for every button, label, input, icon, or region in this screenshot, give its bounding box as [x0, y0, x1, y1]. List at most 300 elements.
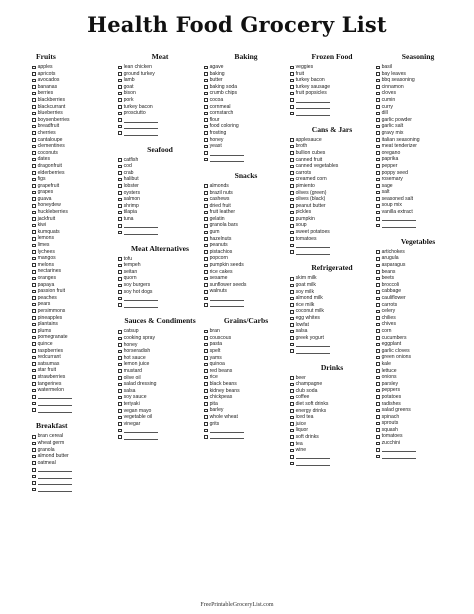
- checkbox[interactable]: [118, 264, 122, 268]
- checkbox[interactable]: [32, 184, 36, 188]
- checkbox[interactable]: [32, 356, 36, 360]
- checkbox[interactable]: [376, 92, 380, 96]
- checkbox[interactable]: [204, 112, 208, 116]
- checkbox[interactable]: [290, 462, 294, 466]
- checkbox[interactable]: [32, 402, 36, 406]
- checkbox[interactable]: [376, 310, 380, 314]
- checkbox[interactable]: [290, 191, 294, 195]
- checkbox[interactable]: [118, 303, 122, 307]
- checkbox[interactable]: [32, 145, 36, 149]
- checkbox[interactable]: [32, 230, 36, 234]
- checkbox[interactable]: [376, 151, 380, 155]
- checkbox[interactable]: [32, 250, 36, 254]
- checkbox[interactable]: [32, 336, 36, 340]
- checkbox[interactable]: [32, 197, 36, 201]
- checkbox[interactable]: [118, 330, 122, 334]
- blank-line[interactable]: [296, 250, 330, 255]
- checkbox[interactable]: [204, 382, 208, 386]
- checkbox[interactable]: [204, 297, 208, 301]
- checkbox[interactable]: [32, 375, 36, 379]
- checkbox[interactable]: [32, 283, 36, 287]
- checkbox[interactable]: [32, 408, 36, 412]
- checkbox[interactable]: [290, 449, 294, 453]
- checkbox[interactable]: [118, 158, 122, 162]
- checkbox[interactable]: [204, 211, 208, 215]
- checkbox[interactable]: [204, 79, 208, 83]
- checkbox[interactable]: [32, 151, 36, 155]
- checkbox[interactable]: [290, 231, 294, 235]
- blank-line[interactable]: [382, 216, 416, 221]
- checkbox[interactable]: [376, 211, 380, 215]
- blank-line[interactable]: [296, 243, 330, 248]
- checkbox[interactable]: [376, 145, 380, 149]
- blank-line[interactable]: [296, 111, 330, 116]
- checkbox[interactable]: [118, 270, 122, 274]
- checkbox[interactable]: [376, 362, 380, 366]
- checkbox[interactable]: [32, 79, 36, 83]
- checkbox[interactable]: [32, 349, 36, 353]
- checkbox[interactable]: [290, 250, 294, 254]
- checkbox[interactable]: [376, 217, 380, 221]
- checkbox[interactable]: [290, 184, 294, 188]
- checkbox[interactable]: [118, 198, 122, 202]
- checkbox[interactable]: [290, 435, 294, 439]
- blank-line[interactable]: [296, 454, 330, 459]
- checkbox[interactable]: [204, 244, 208, 248]
- checkbox[interactable]: [204, 356, 208, 360]
- checkbox[interactable]: [290, 383, 294, 387]
- checkbox[interactable]: [32, 277, 36, 281]
- checkbox[interactable]: [376, 422, 380, 426]
- checkbox[interactable]: [290, 92, 294, 96]
- checkbox[interactable]: [376, 349, 380, 353]
- blank-line[interactable]: [296, 104, 330, 109]
- checkbox[interactable]: [32, 316, 36, 320]
- checkbox[interactable]: [376, 85, 380, 89]
- checkbox[interactable]: [376, 336, 380, 340]
- checkbox[interactable]: [290, 422, 294, 426]
- checkbox[interactable]: [32, 66, 36, 70]
- checkbox[interactable]: [204, 376, 208, 380]
- checkbox[interactable]: [32, 164, 36, 168]
- checkbox[interactable]: [118, 409, 122, 413]
- checkbox[interactable]: [118, 284, 122, 288]
- checkbox[interactable]: [118, 383, 122, 387]
- checkbox[interactable]: [290, 171, 294, 175]
- checkbox[interactable]: [376, 409, 380, 413]
- checkbox[interactable]: [376, 72, 380, 76]
- checkbox[interactable]: [204, 105, 208, 109]
- checkbox[interactable]: [376, 303, 380, 307]
- checkbox[interactable]: [118, 79, 122, 83]
- blank-line[interactable]: [38, 467, 72, 472]
- checkbox[interactable]: [32, 488, 36, 492]
- blank-line[interactable]: [296, 98, 330, 103]
- checkbox[interactable]: [376, 191, 380, 195]
- checkbox[interactable]: [376, 402, 380, 406]
- checkbox[interactable]: [118, 363, 122, 367]
- checkbox[interactable]: [290, 409, 294, 413]
- checkbox[interactable]: [376, 356, 380, 360]
- checkbox[interactable]: [290, 330, 294, 334]
- checkbox[interactable]: [376, 66, 380, 70]
- checkbox[interactable]: [290, 336, 294, 340]
- checkbox[interactable]: [204, 191, 208, 195]
- checkbox[interactable]: [376, 98, 380, 102]
- checkbox[interactable]: [118, 396, 122, 400]
- checkbox[interactable]: [204, 237, 208, 241]
- checkbox[interactable]: [204, 85, 208, 89]
- checkbox[interactable]: [32, 389, 36, 393]
- checkbox[interactable]: [204, 131, 208, 135]
- checkbox[interactable]: [290, 224, 294, 228]
- blank-line[interactable]: [124, 131, 158, 136]
- checkbox[interactable]: [290, 429, 294, 433]
- checkbox[interactable]: [290, 138, 294, 142]
- checkbox[interactable]: [290, 204, 294, 208]
- checkbox[interactable]: [32, 481, 36, 485]
- blank-line[interactable]: [296, 461, 330, 466]
- checkbox[interactable]: [290, 79, 294, 83]
- checkbox[interactable]: [32, 125, 36, 129]
- blank-line[interactable]: [38, 474, 72, 479]
- checkbox[interactable]: [118, 171, 122, 175]
- checkbox[interactable]: [204, 257, 208, 261]
- checkbox[interactable]: [204, 303, 208, 307]
- checkbox[interactable]: [290, 98, 294, 102]
- checkbox[interactable]: [290, 349, 294, 353]
- blank-line[interactable]: [124, 428, 158, 433]
- checkbox[interactable]: [204, 138, 208, 142]
- checkbox[interactable]: [376, 79, 380, 83]
- checkbox[interactable]: [118, 290, 122, 294]
- blank-line[interactable]: [124, 435, 158, 440]
- checkbox[interactable]: [204, 184, 208, 188]
- checkbox[interactable]: [290, 455, 294, 459]
- blank-line[interactable]: [124, 124, 158, 129]
- checkbox[interactable]: [376, 105, 380, 109]
- checkbox[interactable]: [118, 131, 122, 135]
- checkbox[interactable]: [204, 330, 208, 334]
- checkbox[interactable]: [32, 362, 36, 366]
- checkbox[interactable]: [204, 198, 208, 202]
- checkbox[interactable]: [32, 257, 36, 261]
- checkbox[interactable]: [376, 277, 380, 281]
- checkbox[interactable]: [32, 263, 36, 267]
- checkbox[interactable]: [290, 389, 294, 393]
- checkbox[interactable]: [290, 151, 294, 155]
- checkbox[interactable]: [204, 98, 208, 102]
- checkbox[interactable]: [290, 376, 294, 380]
- checkbox[interactable]: [376, 138, 380, 142]
- checkbox[interactable]: [32, 237, 36, 241]
- blank-line[interactable]: [210, 296, 244, 301]
- checkbox[interactable]: [118, 125, 122, 129]
- checkbox[interactable]: [376, 323, 380, 327]
- checkbox[interactable]: [204, 396, 208, 400]
- blank-line[interactable]: [210, 434, 244, 439]
- checkbox[interactable]: [290, 442, 294, 446]
- checkbox[interactable]: [204, 264, 208, 268]
- checkbox[interactable]: [204, 66, 208, 70]
- checkbox[interactable]: [204, 349, 208, 353]
- checkbox[interactable]: [204, 217, 208, 221]
- blank-line[interactable]: [210, 151, 244, 156]
- blank-line[interactable]: [38, 394, 72, 399]
- checkbox[interactable]: [290, 416, 294, 420]
- checkbox[interactable]: [118, 343, 122, 347]
- checkbox[interactable]: [290, 112, 294, 116]
- checkbox[interactable]: [204, 250, 208, 254]
- checkbox[interactable]: [204, 72, 208, 76]
- blank-line[interactable]: [38, 480, 72, 485]
- blank-line[interactable]: [38, 408, 72, 413]
- blank-line[interactable]: [38, 487, 72, 492]
- checkbox[interactable]: [32, 171, 36, 175]
- checkbox[interactable]: [32, 435, 36, 439]
- checkbox[interactable]: [290, 317, 294, 321]
- checkbox[interactable]: [204, 118, 208, 122]
- checkbox[interactable]: [32, 92, 36, 96]
- checkbox[interactable]: [290, 244, 294, 248]
- checkbox[interactable]: [32, 178, 36, 182]
- checkbox[interactable]: [32, 98, 36, 102]
- checkbox[interactable]: [204, 343, 208, 347]
- checkbox[interactable]: [118, 191, 122, 195]
- checkbox[interactable]: [376, 125, 380, 129]
- checkbox[interactable]: [204, 409, 208, 413]
- checkbox[interactable]: [290, 66, 294, 70]
- checkbox[interactable]: [204, 402, 208, 406]
- checkbox[interactable]: [376, 316, 380, 320]
- checkbox[interactable]: [290, 237, 294, 241]
- checkbox[interactable]: [32, 329, 36, 333]
- checkbox[interactable]: [376, 448, 380, 452]
- checkbox[interactable]: [118, 72, 122, 76]
- checkbox[interactable]: [376, 171, 380, 175]
- checkbox[interactable]: [32, 72, 36, 76]
- checkbox[interactable]: [376, 442, 380, 446]
- checkbox[interactable]: [376, 428, 380, 432]
- checkbox[interactable]: [376, 329, 380, 333]
- checkbox[interactable]: [204, 290, 208, 294]
- checkbox[interactable]: [290, 217, 294, 221]
- checkbox[interactable]: [290, 323, 294, 327]
- checkbox[interactable]: [32, 468, 36, 472]
- checkbox[interactable]: [290, 165, 294, 169]
- checkbox[interactable]: [118, 92, 122, 96]
- checkbox[interactable]: [204, 151, 208, 155]
- checkbox[interactable]: [376, 184, 380, 188]
- checkbox[interactable]: [376, 197, 380, 201]
- checkbox[interactable]: [290, 145, 294, 149]
- checkbox[interactable]: [118, 118, 122, 122]
- checkbox[interactable]: [32, 369, 36, 373]
- checkbox[interactable]: [118, 350, 122, 354]
- checkbox[interactable]: [118, 376, 122, 380]
- checkbox[interactable]: [376, 283, 380, 287]
- checkbox[interactable]: [32, 342, 36, 346]
- checkbox[interactable]: [32, 270, 36, 274]
- checkbox[interactable]: [118, 112, 122, 116]
- checkbox[interactable]: [376, 250, 380, 254]
- checkbox[interactable]: [32, 118, 36, 122]
- checkbox[interactable]: [118, 297, 122, 301]
- checkbox[interactable]: [376, 118, 380, 122]
- blank-line[interactable]: [382, 223, 416, 228]
- blank-line[interactable]: [382, 454, 416, 459]
- blank-line[interactable]: [124, 230, 158, 235]
- checkbox[interactable]: [118, 217, 122, 221]
- checkbox[interactable]: [32, 442, 36, 446]
- checkbox[interactable]: [204, 389, 208, 393]
- checkbox[interactable]: [118, 224, 122, 228]
- checkbox[interactable]: [376, 264, 380, 268]
- checkbox[interactable]: [118, 422, 122, 426]
- checkbox[interactable]: [290, 72, 294, 76]
- checkbox[interactable]: [376, 369, 380, 373]
- checkbox[interactable]: [376, 290, 380, 294]
- checkbox[interactable]: [376, 270, 380, 274]
- checkbox[interactable]: [290, 402, 294, 406]
- checkbox[interactable]: [290, 343, 294, 347]
- checkbox[interactable]: [32, 309, 36, 313]
- checkbox[interactable]: [204, 145, 208, 149]
- blank-line[interactable]: [296, 342, 330, 347]
- checkbox[interactable]: [118, 105, 122, 109]
- checkbox[interactable]: [118, 429, 122, 433]
- checkbox[interactable]: [290, 310, 294, 314]
- checkbox[interactable]: [32, 158, 36, 162]
- blank-line[interactable]: [296, 349, 330, 354]
- checkbox[interactable]: [118, 435, 122, 439]
- checkbox[interactable]: [32, 323, 36, 327]
- checkbox[interactable]: [118, 277, 122, 281]
- checkbox[interactable]: [376, 395, 380, 399]
- checkbox[interactable]: [376, 112, 380, 116]
- checkbox[interactable]: [32, 85, 36, 89]
- checkbox[interactable]: [204, 92, 208, 96]
- checkbox[interactable]: [204, 231, 208, 235]
- checkbox[interactable]: [32, 131, 36, 135]
- checkbox[interactable]: [118, 389, 122, 393]
- checkbox[interactable]: [290, 85, 294, 89]
- blank-line[interactable]: [382, 447, 416, 452]
- blank-line[interactable]: [210, 157, 244, 162]
- checkbox[interactable]: [32, 290, 36, 294]
- checkbox[interactable]: [118, 337, 122, 341]
- checkbox[interactable]: [118, 231, 122, 235]
- checkbox[interactable]: [376, 455, 380, 459]
- blank-line[interactable]: [210, 428, 244, 433]
- checkbox[interactable]: [32, 204, 36, 208]
- checkbox[interactable]: [32, 217, 36, 221]
- checkbox[interactable]: [204, 369, 208, 373]
- checkbox[interactable]: [376, 158, 380, 162]
- blank-line[interactable]: [124, 118, 158, 123]
- checkbox[interactable]: [118, 257, 122, 261]
- checkbox[interactable]: [376, 382, 380, 386]
- checkbox[interactable]: [32, 455, 36, 459]
- checkbox[interactable]: [376, 297, 380, 301]
- checkbox[interactable]: [118, 98, 122, 102]
- checkbox[interactable]: [290, 290, 294, 294]
- checkbox[interactable]: [32, 395, 36, 399]
- checkbox[interactable]: [32, 105, 36, 109]
- checkbox[interactable]: [290, 178, 294, 182]
- blank-line[interactable]: [124, 223, 158, 228]
- checkbox[interactable]: [376, 376, 380, 380]
- checkbox[interactable]: [32, 296, 36, 300]
- checkbox[interactable]: [118, 66, 122, 70]
- checkbox[interactable]: [204, 363, 208, 367]
- blank-line[interactable]: [124, 303, 158, 308]
- checkbox[interactable]: [376, 415, 380, 419]
- checkbox[interactable]: [290, 284, 294, 288]
- blank-line[interactable]: [210, 302, 244, 307]
- checkbox[interactable]: [118, 416, 122, 420]
- checkbox[interactable]: [204, 270, 208, 274]
- checkbox[interactable]: [290, 211, 294, 215]
- checkbox[interactable]: [32, 224, 36, 228]
- checkbox[interactable]: [204, 277, 208, 281]
- checkbox[interactable]: [376, 389, 380, 393]
- blank-line[interactable]: [38, 401, 72, 406]
- checkbox[interactable]: [32, 382, 36, 386]
- checkbox[interactable]: [32, 461, 36, 465]
- checkbox[interactable]: [376, 224, 380, 228]
- checkbox[interactable]: [290, 198, 294, 202]
- checkbox[interactable]: [290, 158, 294, 162]
- checkbox[interactable]: [376, 204, 380, 208]
- checkbox[interactable]: [118, 85, 122, 89]
- checkbox[interactable]: [204, 125, 208, 129]
- checkbox[interactable]: [376, 343, 380, 347]
- checkbox[interactable]: [32, 244, 36, 248]
- checkbox[interactable]: [204, 224, 208, 228]
- checkbox[interactable]: [32, 448, 36, 452]
- checkbox[interactable]: [204, 158, 208, 162]
- checkbox[interactable]: [290, 277, 294, 281]
- checkbox[interactable]: [32, 112, 36, 116]
- checkbox[interactable]: [32, 303, 36, 307]
- checkbox[interactable]: [118, 165, 122, 169]
- checkbox[interactable]: [118, 178, 122, 182]
- checkbox[interactable]: [204, 422, 208, 426]
- checkbox[interactable]: [204, 435, 208, 439]
- checkbox[interactable]: [118, 184, 122, 188]
- checkbox[interactable]: [32, 211, 36, 215]
- checkbox[interactable]: [118, 204, 122, 208]
- checkbox[interactable]: [376, 178, 380, 182]
- checkbox[interactable]: [204, 283, 208, 287]
- blank-line[interactable]: [124, 296, 158, 301]
- checkbox[interactable]: [376, 131, 380, 135]
- checkbox[interactable]: [118, 211, 122, 215]
- footer-link[interactable]: FreePrintableGroceryList.com: [200, 602, 274, 608]
- checkbox[interactable]: [290, 303, 294, 307]
- checkbox[interactable]: [376, 164, 380, 168]
- checkbox[interactable]: [290, 297, 294, 301]
- checkbox[interactable]: [376, 257, 380, 261]
- checkbox[interactable]: [32, 191, 36, 195]
- checkbox[interactable]: [376, 435, 380, 439]
- checkbox[interactable]: [32, 475, 36, 479]
- checkbox[interactable]: [204, 415, 208, 419]
- checkbox[interactable]: [204, 204, 208, 208]
- checkbox[interactable]: [290, 396, 294, 400]
- checkbox[interactable]: [118, 356, 122, 360]
